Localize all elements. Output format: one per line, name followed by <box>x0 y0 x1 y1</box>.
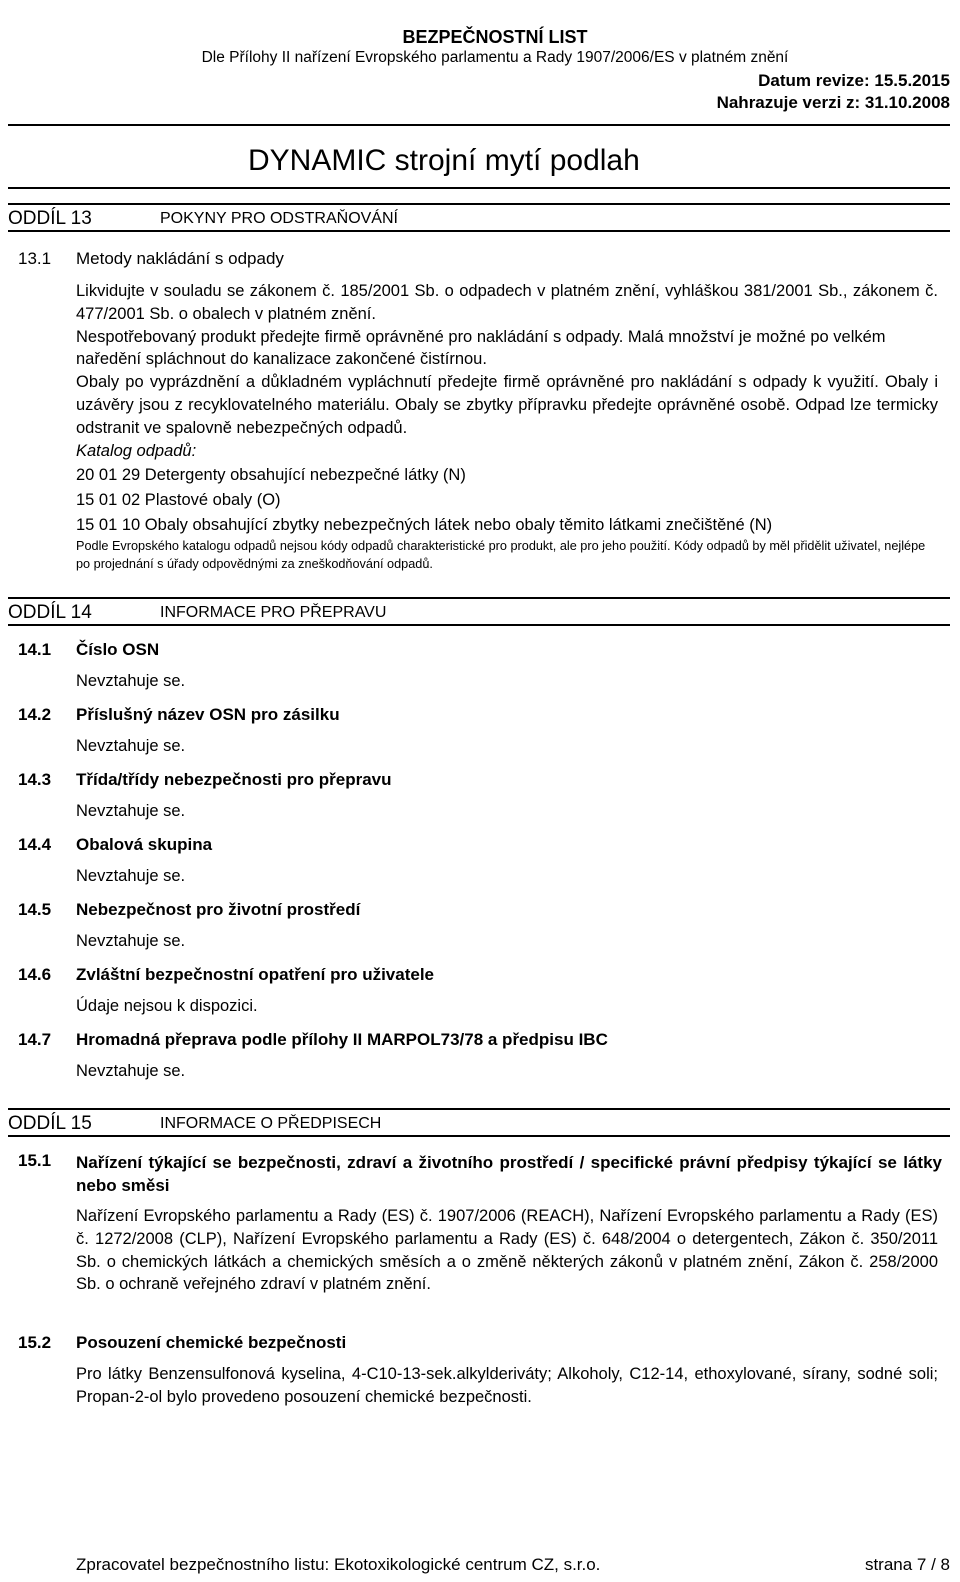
subsection-number: 14.5 <box>18 900 52 919</box>
subsection-title: Příslušný název OSN pro zásilku <box>76 705 340 724</box>
subsection-15-2 <box>18 1333 918 1355</box>
subsection-value: Nevztahuje se. <box>76 672 186 690</box>
subsection-14-2 <box>18 705 918 727</box>
section-number: ODDÍL 13 <box>8 208 92 229</box>
subsection-14-6 <box>18 965 918 987</box>
subsection-title: Hromadná přeprava podle přílohy II MARPOL73/78 a předpisu IBC <box>76 1030 608 1049</box>
subsection-title: Číslo OSN <box>76 640 160 659</box>
subsection-title: Nebezpečnost pro životní prostředí <box>76 900 361 919</box>
subsection-value: Nevztahuje se. <box>76 1062 186 1080</box>
packaging-paragraph: Obaly po vyprázdnění a důkladném vypláchnutí předejte firmě oprávněné pro nakládání s odpady k využití. Obaly i uzávěry jsou z recyklovatelného materiálu. Obaly se zbytky přípravku předejte oprávněné osobě. Odpad lze termicky odstranit ve spalovně nebezpečných odpadů. <box>76 373 938 437</box>
section-13-header <box>8 203 950 232</box>
waste-catalog-label: Katalog odpadů: <box>76 441 197 460</box>
subsection-title: Zvláštní bezpečnostní opatření pro uživatele <box>76 965 435 984</box>
subsection-title: Metody nakládání s odpady <box>76 249 284 268</box>
subsection-14-4 <box>18 835 918 857</box>
subsection-14-1 <box>18 640 918 662</box>
section-13-content <box>76 280 938 573</box>
page-number: strana 7 / 8 <box>864 1555 950 1574</box>
subsection-14-7 <box>18 1030 918 1052</box>
subsection-title: Třída/třídy nebezpečnosti pro přepravu <box>76 770 392 789</box>
subsection-number: 14.3 <box>18 770 52 789</box>
revision-date: Datum revize: 15.5.2015 <box>758 71 950 90</box>
subsection-title: Posouzení chemické bezpečnosti <box>76 1333 347 1352</box>
subsection-15-1 <box>18 1151 942 1199</box>
subsection-value: Nevztahuje se. <box>76 737 186 755</box>
chemical-safety-assessment-text: Pro látky Benzensulfonová kyselina, 4-C10-13-sek.alkylderiváty; Alkoholy, C12-14, ethoxylované, sírany, sodné soli; Propan-2-ol bylo provedeno posouzení chemické bezpečnosti. <box>76 1365 938 1406</box>
section-title: POKYNY PRO ODSTRAŇOVÁNÍ <box>160 210 398 227</box>
subsection-value: Nevztahuje se. <box>76 932 186 950</box>
subsection-title: Obalová skupina <box>76 835 213 854</box>
subsection-number: 15.1 <box>18 1151 52 1170</box>
section-number: ODDÍL 14 <box>8 602 92 623</box>
product-name-box <box>8 124 950 189</box>
waste-catalog-item: 20 01 29 Detergenty obsahující nebezpečné látky (N) <box>76 466 466 485</box>
waste-catalog-item: 15 01 10 Obaly obsahující zbytky nebezpečných látek nebo obaly těmito látkami znečištěné (N) <box>76 515 773 534</box>
subsection-title: Nařízení týkající se bezpečnosti, zdraví a životního prostředí / specifické právní předpisy týkající se látky nebo směsi <box>76 1153 942 1195</box>
unused-product-paragraph: Nespotřebovaný produkt předejte firmě oprávněné pro nakládání s odpady. Malá množství je možné po velkém naředění spláchnout do kanalizace zakončené čistírnou. <box>76 327 886 369</box>
subsection-value: Nevztahuje se. <box>76 867 186 885</box>
subsection-14-3 <box>18 770 918 792</box>
waste-code-note: Podle Evropského katalogu odpadů nejsou kódy odpadů charakteristické pro produkt, ale pro jeho použití. Kódy odpadů by měl přidělit uživatel, nejlépe po projednání s úřady odpovědnými za zneškodňování odpadů. <box>76 538 926 571</box>
regulation-subtitle: Dle Přílohy II nařízení Evropského parlamentu a Rady 1907/2006/ES v platném znění <box>201 49 789 66</box>
subsection-number: 14.2 <box>18 705 52 724</box>
disposal-law-paragraph: Likvidujte v souladu se zákonem č. 185/2001 Sb. o odpadech v platném znění, vyhláškou 381/2001 Sb., zákonem č. 477/2001 Sb. o obalech v platném znění. <box>76 282 938 323</box>
subsection-number: 14.1 <box>18 640 52 659</box>
section-title: INFORMACE PRO PŘEPRAVU <box>160 604 387 621</box>
replaces-version: Nahrazuje verzi z: 31.10.2008 <box>716 93 950 112</box>
section-title: INFORMACE O PŘEDPISECH <box>160 1115 382 1132</box>
subsection-number: 15.2 <box>18 1333 52 1352</box>
subsection-number: 14.7 <box>18 1030 52 1049</box>
section-14-header <box>8 597 950 626</box>
subsection-14-5 <box>18 900 918 922</box>
subsection-number: 14.6 <box>18 965 52 984</box>
waste-catalog-item: 15 01 02 Plastové obaly (O) <box>76 491 281 510</box>
subsection-13-1 <box>18 249 918 271</box>
section-number: ODDÍL 15 <box>8 1113 92 1134</box>
subsection-number: 14.4 <box>18 835 52 854</box>
footer-prepared-by: Zpracovatel bezpečnostního listu: Ekotoxikologické centrum CZ, s.r.o. <box>76 1555 601 1574</box>
product-name: DYNAMIC strojní mytí podlah <box>248 144 640 177</box>
document-title: BEZPEČNOSTNÍ LIST <box>402 27 588 47</box>
section-15-header <box>8 1108 950 1137</box>
subsection-number: 13.1 <box>18 249 52 268</box>
subsection-value: Údaje nejsou k dispozici. <box>76 997 258 1015</box>
regulations-text: Nařízení Evropského parlamentu a Rady (ES) č. 1907/2006 (REACH), Nařízení Evropského parlamentu a Rady (ES) č. 1272/2008 (CLP), Nařízení Evropského parlamentu a Rady (ES) č. 648/2004 o detergentech, Zákon č. 350/2011 Sb. o chemických látkách a chemických směsích a o změně některých zákonů v platném znění, Zákon č. 258/2000 Sb. o ochraně veřejného zdraví v platném znění. <box>76 1207 938 1294</box>
subsection-value: Nevztahuje se. <box>76 802 186 820</box>
